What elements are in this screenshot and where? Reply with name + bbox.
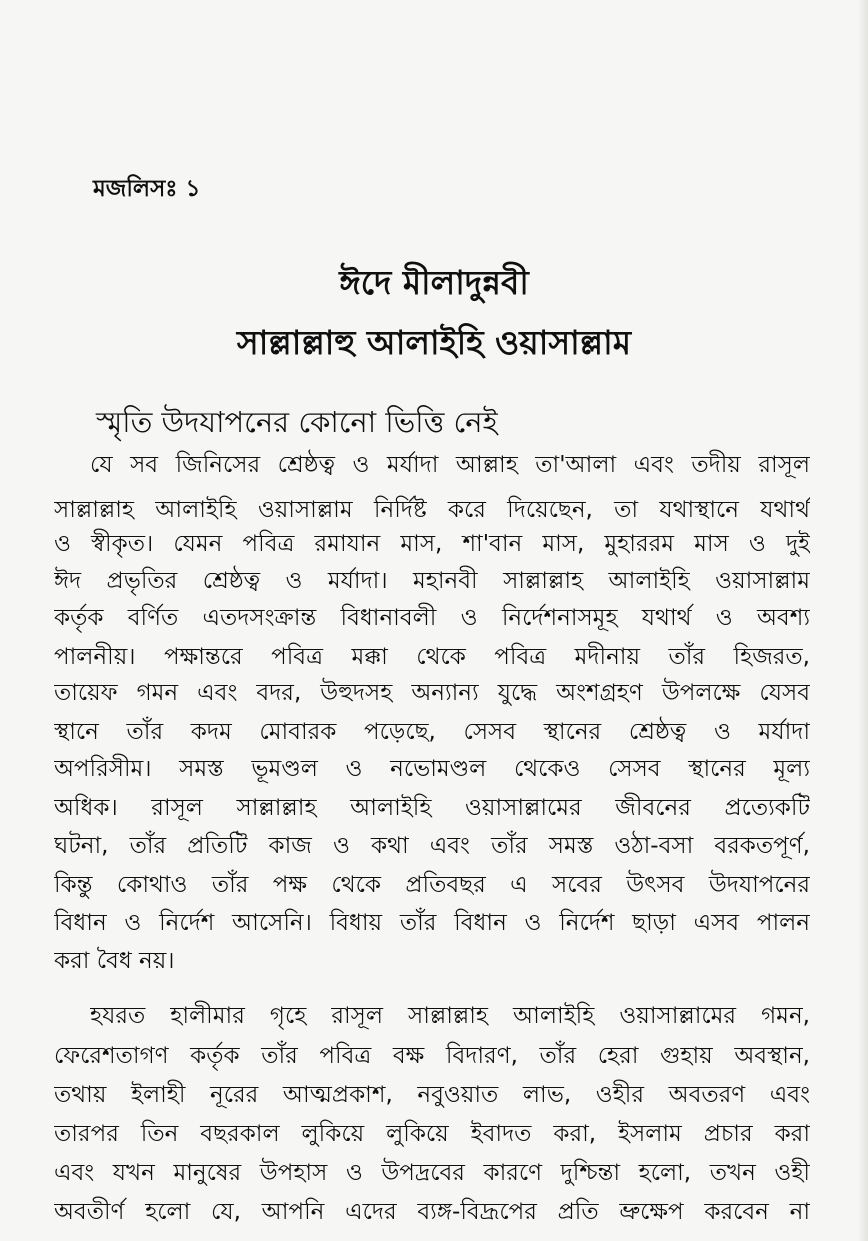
paragraph-line: করা বৈধ নয়। (54, 948, 175, 974)
page-title-line-1: ঈদে মীলাদুন্নবী (339, 263, 529, 302)
paragraph-line: ঘটনা, তাঁর প্রতিটি কাজ ও কথা এবং তাঁর সমস্ত ওঠা-বসা বরকতপূর্ণ, (54, 833, 810, 859)
paragraph-line: ফেরেশতাগণ কর্তৃক তাঁর পবিত্র বক্ষ বিদারণ, তাঁর হেরা গুহায় অবস্থান, (54, 1043, 810, 1069)
paragraph-line: অপরিসীম। সমস্ত ভূমণ্ডল ও নভোমণ্ডল থেকেও সেসব স্থানের মূল্য (54, 756, 810, 782)
paragraph-line: এবং যখন মানুষের উপহাস ও উপদ্রবের কারণে দুশ্চিন্তা হলো, তখন ওহী (54, 1160, 810, 1186)
paragraph-line: তথায় ইলাহী নূরের আত্মপ্রকাশ, নবুওয়াত লাভ, ওহীর অবতরণ এবং (54, 1082, 810, 1108)
paragraph-line: কিন্তু কোথাও তাঁর পক্ষ থেকে প্রতিবছর এ সবের উৎসব উদযাপনের (54, 872, 810, 898)
paragraph-line: বিধান ও নির্দেশ আসেনি। বিধায় তাঁর বিধান ও নির্দেশ ছাড়া এসব পালন (54, 910, 810, 936)
paragraph-line: স্থানে তাঁর কদম মোবারক পড়েছে, সেসব স্থানের শ্রেষ্ঠত্ব ও মর্যাদা (54, 719, 810, 745)
section-heading: স্মৃতি উদযাপনের কোনো ভিত্তি নেই (96, 405, 498, 439)
paragraph-line: পালনীয়। পক্ষান্তরে পবিত্র মক্কা থেকে পবিত্র মদীনায় তাঁর হিজরত, (54, 644, 810, 670)
paragraph-line: সাল্লাল্লাহ আলাইহি ওয়াসাল্লাম নির্দিষ্ট করে দিয়েছেন, তা যথাস্থানে যথার্থ (54, 497, 810, 523)
chapter-label: মজলিসঃ ১ (93, 176, 201, 202)
paragraph-line: অবতীর্ণ হলো যে, আপনি এদের ব্যঙ্গ-বিদ্রূপের প্রতি ভ্রুক্ষেপ করবেন না (54, 1199, 810, 1225)
paragraph-line: কর্তৃক বর্ণিত এতদসংক্রান্ত বিধানাবলী ও নির্দেশনাসমূহ যথার্থ ও অবশ্য (54, 605, 810, 631)
paragraph-line: তারপর তিন বছরকাল লুকিয়ে লুকিয়ে ইবাদত করা, ইসলাম প্রচার করা (54, 1121, 810, 1147)
paragraph-line: ও স্বীকৃত। যেমন পবিত্র রমাযান মাস, শা'বান মাস, মুহাররম মাস ও দুই (54, 531, 810, 557)
paragraph-line: অধিক। রাসূল সাল্লাল্লাহ আলাইহি ওয়াসাল্লামের জীবনের প্রত্যেকটি (54, 795, 810, 821)
paragraph-line: যে সব জিনিসের শ্রেষ্ঠত্ব ও মর্যাদা আল্লাহ তা'আলা এবং তদীয় রাসূল (90, 452, 810, 478)
paragraph-line: হযরত হালীমার গৃহে রাসূল সাল্লাল্লাহ আলাইহি ওয়াসাল্লামের গমন, (90, 1003, 810, 1029)
page-edge (858, 0, 868, 1241)
paragraph-line: ঈদ প্রভৃতির শ্রেষ্ঠত্ব ও মর্যাদা। মহানবী সাল্লাল্লাহ আলাইহি ওয়াসাল্লাম (54, 568, 810, 594)
page-title-line-2: সাল্লাল্লাহু আলাইহি ওয়াসাল্লাম (236, 323, 632, 362)
paragraph-line: তায়েফ গমন এবং বদর, উহুদসহ অন্যান্য যুদ্ধে অংশগ্রহণ উপলক্ষে যেসব (54, 680, 810, 706)
